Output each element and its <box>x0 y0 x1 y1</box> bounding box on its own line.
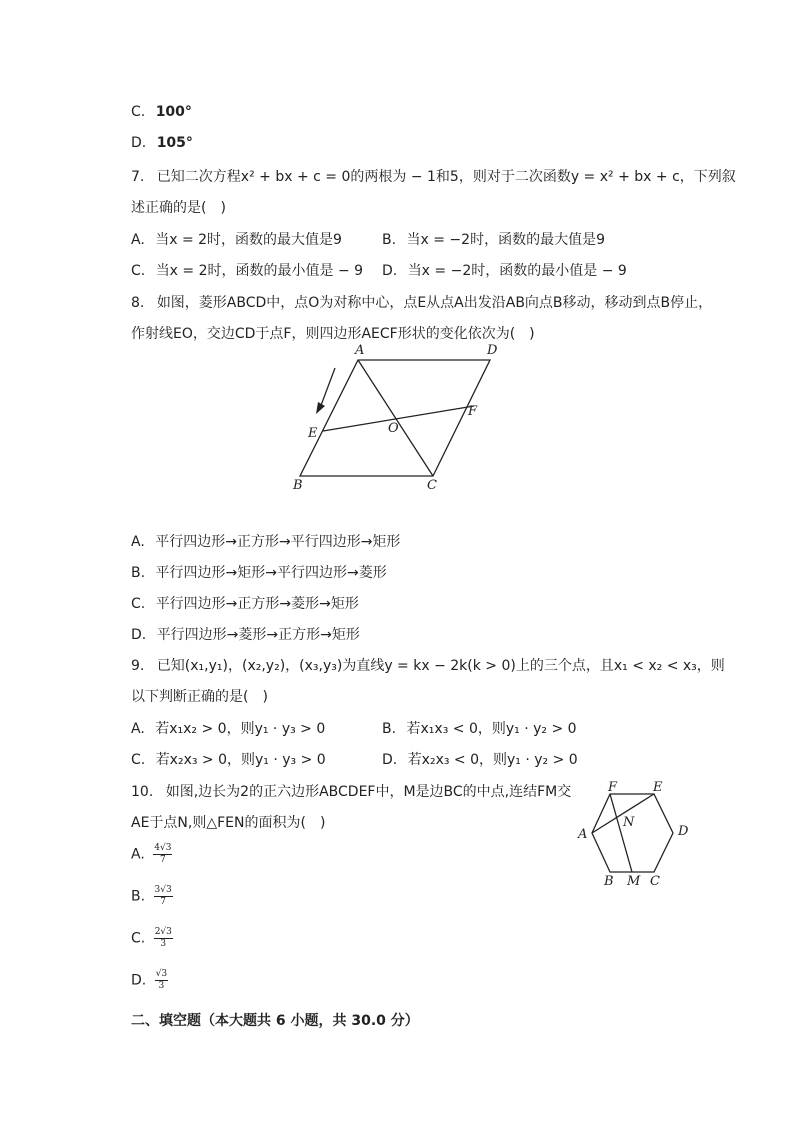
fraction-denominator: 7 <box>160 897 166 907</box>
hexagon-abcdef <box>592 794 673 872</box>
q8-option-c <box>131 593 359 613</box>
option-label: B. <box>131 888 146 905</box>
label-f: F <box>468 404 478 419</box>
q8-stem-line2: 作射线EO，交边CD于点F，则四边形AECF形状的变化依次为( ) <box>131 326 535 342</box>
option-fraction <box>153 843 172 866</box>
option-text: 平行四边形→矩形→平行四边形→菱形 <box>155 565 387 581</box>
option-text: 若x₂x₃ < 0，则y₁ · y₂ > 0 <box>407 752 578 768</box>
question-text: 如图,边长为2的正六边形ABCDEF中，M是边BC的中点,连结FM交 <box>165 784 572 800</box>
label-a: A <box>578 827 588 842</box>
q10-stem-line1 <box>131 781 571 801</box>
fraction-denominator: 3 <box>158 981 165 991</box>
option-text: 若x₂x₃ > 0，则y₁ · y₃ > 0 <box>155 752 326 768</box>
label-f: F <box>608 780 618 795</box>
q10-option-d <box>131 969 168 992</box>
fraction-denominator: 7 <box>159 855 166 865</box>
option-label: C. <box>131 596 146 612</box>
option-label: D. <box>131 972 147 989</box>
option-label: D. <box>382 263 398 279</box>
fraction-denominator: 3 <box>160 939 167 949</box>
label-n: N <box>623 815 635 830</box>
q7-option-a <box>131 229 342 249</box>
option-label: A. <box>131 232 145 248</box>
section-title: 二、填空题（本大题共 6 小题，共 30.0 分） <box>131 1013 419 1029</box>
option-fraction <box>155 969 168 992</box>
q6-option-c <box>131 104 192 120</box>
q8-stem-line1 <box>131 292 712 312</box>
q8-option-d <box>131 624 360 644</box>
option-label: C. <box>131 930 146 947</box>
q7-stem-line1 <box>131 166 736 186</box>
fraction-numerator: 2√3 <box>154 927 172 937</box>
q9-option-a <box>131 718 325 738</box>
q10-option-a <box>131 843 172 866</box>
question-number: 8. <box>131 295 145 311</box>
option-label: C. <box>131 263 146 279</box>
option-label: C. <box>131 104 146 120</box>
fraction-numerator: √3 <box>155 969 168 979</box>
option-text: 平行四边形→菱形→正方形→矩形 <box>156 627 360 643</box>
option-fraction <box>154 885 173 908</box>
option-text: 当x = 2时，函数的最大值是9 <box>155 232 342 248</box>
question-number: 7. <box>131 169 145 185</box>
q7-option-d <box>382 260 627 280</box>
option-label: D. <box>382 752 398 768</box>
label-e: E <box>308 426 318 441</box>
option-label: B. <box>131 565 146 581</box>
q9-stem-line1 <box>131 655 725 675</box>
option-label: A. <box>131 721 145 737</box>
segment-fm <box>610 794 632 872</box>
q8-option-b <box>131 562 387 582</box>
option-label: B. <box>382 232 397 248</box>
option-label: A. <box>131 534 145 550</box>
question-number: 9. <box>131 658 145 674</box>
label-e: E <box>653 780 663 795</box>
q9-option-c <box>131 749 326 769</box>
motion-arrow-shaft <box>320 368 335 408</box>
option-text: 平行四边形→正方形→平行四边形→矩形 <box>155 534 401 550</box>
q10-option-c <box>131 927 173 950</box>
q7-stem-line2: 述正确的是( ) <box>131 200 226 216</box>
question-text: 已知二次方程x² + bx + c = 0的两根为 − 1和5，则对于二次函数y = x² + bx + c，下列叙 <box>156 169 736 185</box>
option-label: C. <box>131 752 146 768</box>
question-number: 10. <box>131 784 154 800</box>
option-fraction <box>154 927 173 950</box>
option-text: 当x = 2时，函数的最小值是 − 9 <box>155 263 364 279</box>
label-d: D <box>678 824 689 839</box>
motion-arrow-head <box>316 402 325 414</box>
label-m: M <box>627 874 641 889</box>
label-c: C <box>650 874 660 889</box>
q8-option-a <box>131 531 400 551</box>
label-c: C <box>427 478 437 493</box>
question-text: 已知(x₁,y₁)，(x₂,y₂)，(x₃,y₃)为直线y = kx − 2k(k > 0)上的三个点，且x₁ < x₂ < x₃，则 <box>156 658 725 674</box>
q9-stem-line2: 以下判断正确的是( ) <box>131 689 268 705</box>
label-a: A <box>355 343 365 358</box>
option-text: 当x = −2时，函数的最大值是9 <box>406 232 605 248</box>
option-text: 若x₁x₂ > 0，则y₁ · y₃ > 0 <box>155 721 326 737</box>
q9-option-d <box>382 749 578 769</box>
fraction-numerator: 3√3 <box>154 885 172 895</box>
label-b: B <box>293 478 303 493</box>
question-text: 如图，菱形ABCD中，点O为对称中心，点E从点A出发沿AB向点B移动，移动到点B停止， <box>156 295 713 311</box>
option-text: 平行四边形→正方形→菱形→矩形 <box>155 596 359 612</box>
fraction-numerator: 4√3 <box>154 843 172 853</box>
q7-option-b <box>382 229 605 249</box>
q6-option-d <box>131 135 193 151</box>
option-label: D. <box>131 627 147 643</box>
option-label: A. <box>131 846 145 863</box>
q7-option-c <box>131 260 363 280</box>
option-label: D. <box>131 135 147 151</box>
option-text: 100° <box>155 104 192 120</box>
option-text: 当x = −2时，函数的最小值是 − 9 <box>407 263 627 279</box>
label-o: O <box>388 421 399 436</box>
option-text: 若x₁x₃ < 0，则y₁ · y₂ > 0 <box>406 721 577 737</box>
q10-option-b <box>131 885 173 908</box>
q10-stem-line2: AE于点N,则△FEN的面积为( ) <box>131 815 326 831</box>
rhombus-figure <box>290 340 510 495</box>
option-text: 105° <box>156 135 193 151</box>
option-label: B. <box>382 721 397 737</box>
diagonal-ac <box>358 360 433 476</box>
label-b: B <box>604 874 614 889</box>
label-d: D <box>487 343 498 358</box>
hexagon-figure <box>574 778 699 890</box>
q9-option-b <box>382 718 577 738</box>
